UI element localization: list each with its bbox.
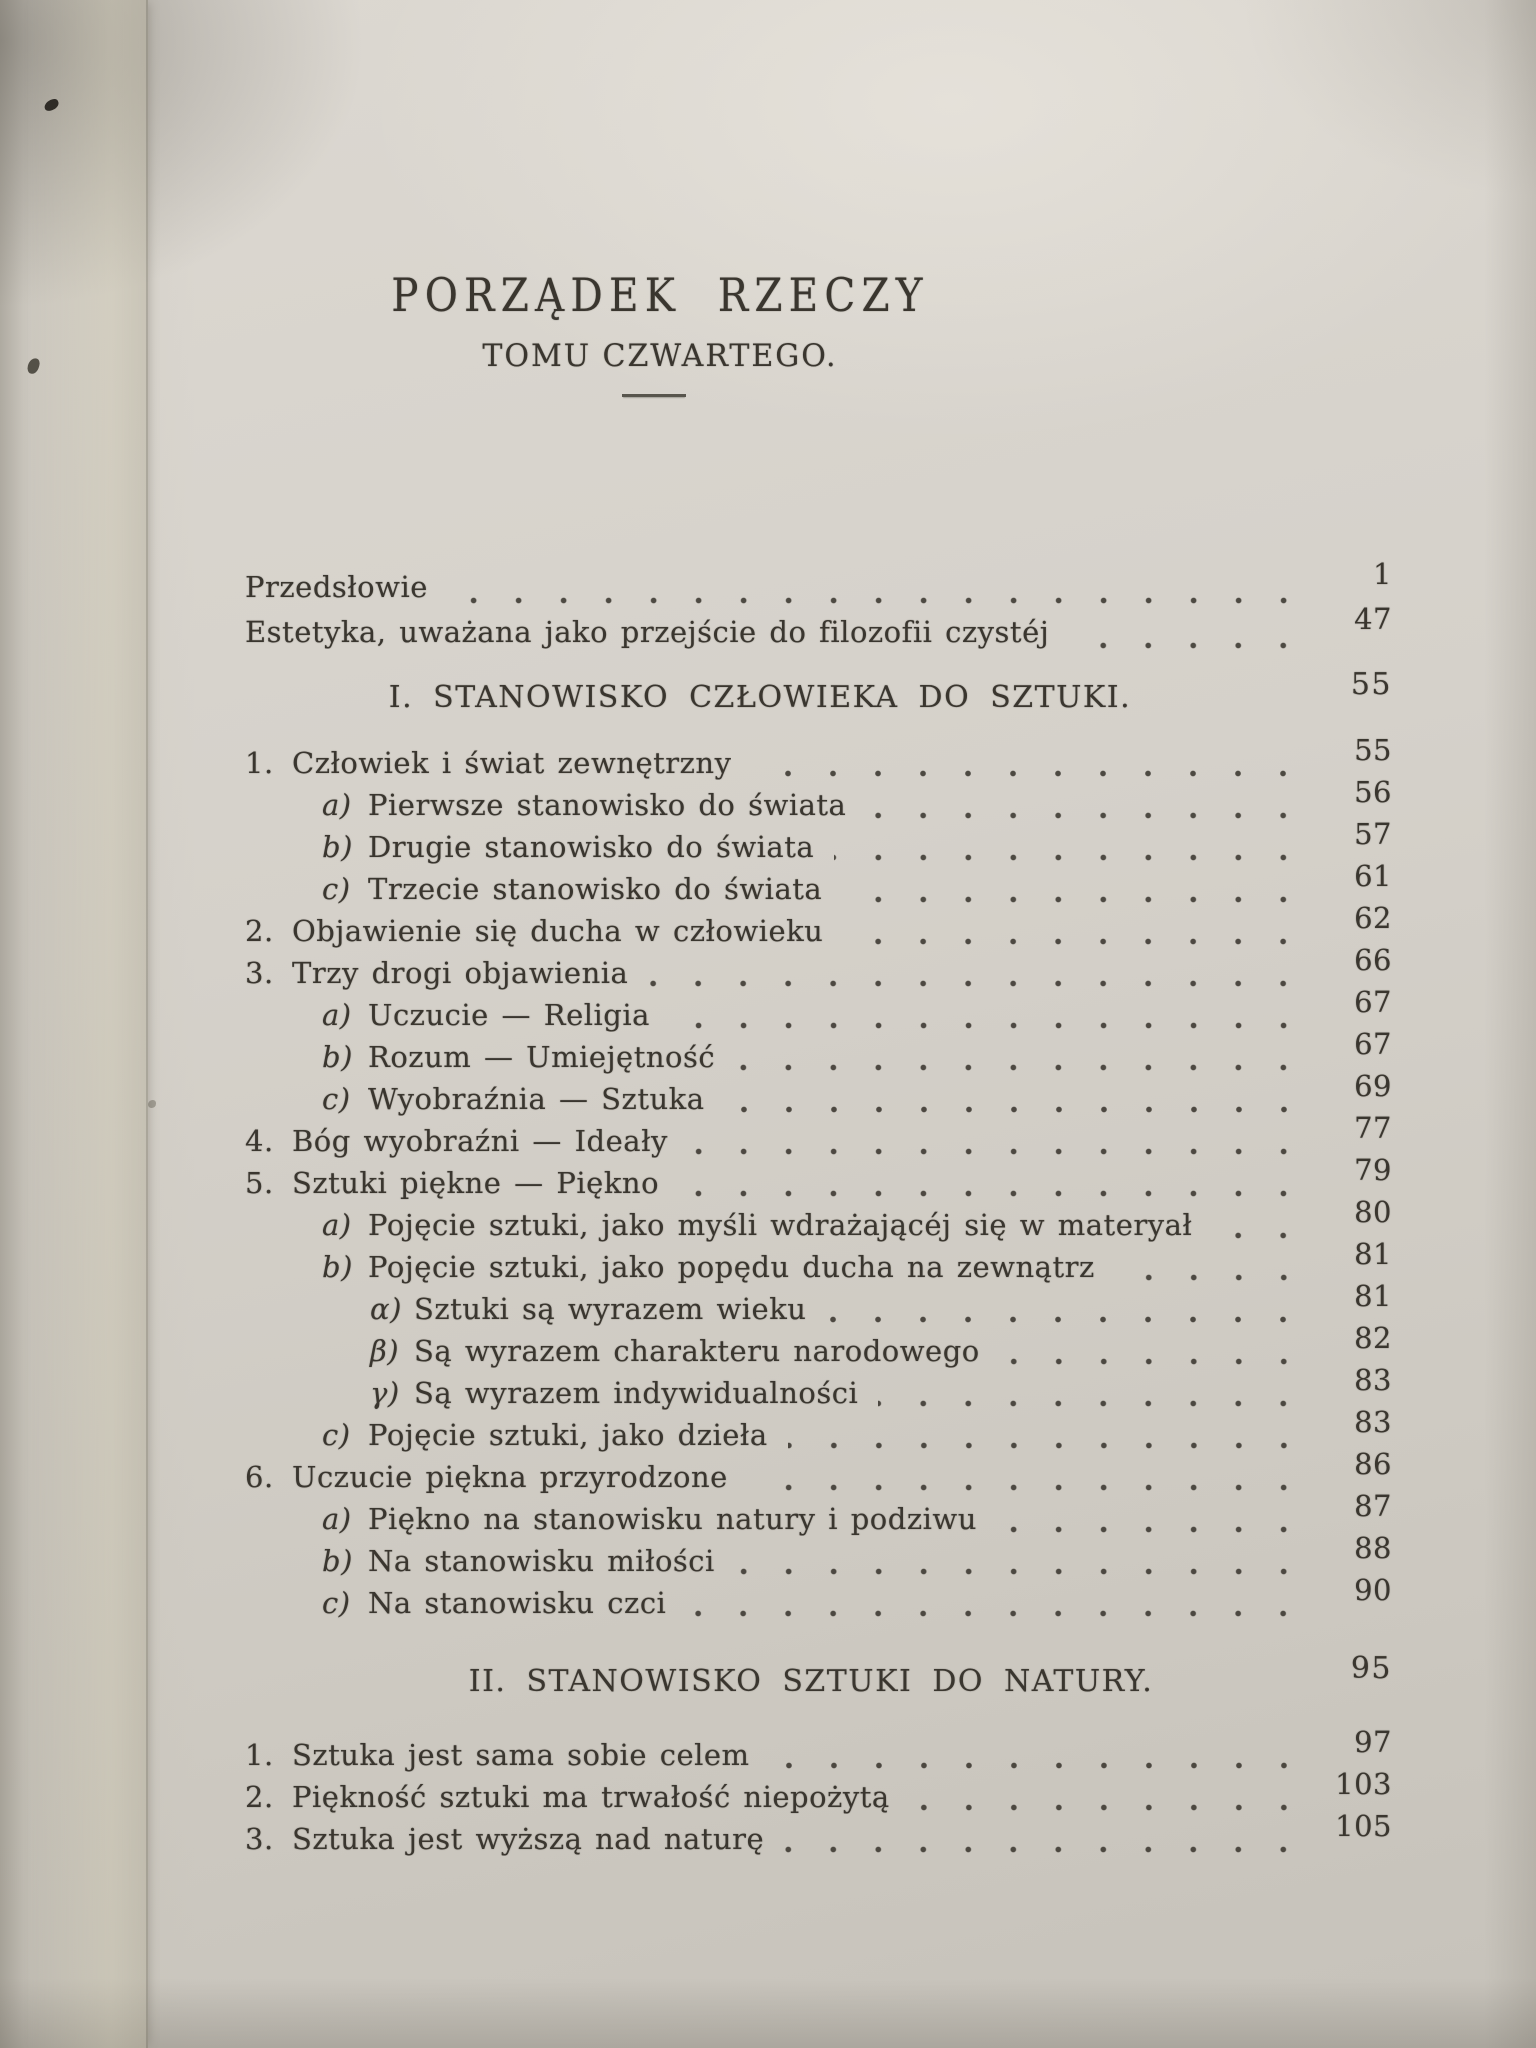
item-label: Rozum — Umiejętność	[368, 1040, 716, 1074]
item-page-number: 80	[1354, 1195, 1392, 1229]
dot-leader	[448, 596, 1306, 605]
item-marker: γ)	[370, 1376, 400, 1410]
item-page-number: 62	[1354, 901, 1392, 935]
item-marker: a)	[322, 1208, 352, 1242]
item-marker: b)	[322, 1040, 353, 1074]
item-label: Piękno na stanowisku natury i podziwu	[368, 1502, 977, 1536]
item-label: Na stanowisku czci	[368, 1586, 667, 1620]
dot-leader	[1115, 1273, 1306, 1282]
toc-row	[240, 733, 1392, 788]
item-marker: b)	[322, 1544, 353, 1578]
item-marker: a)	[322, 788, 352, 822]
item-page-number: 55	[1354, 733, 1392, 767]
toc-row	[240, 1531, 1392, 1586]
dot-leader	[748, 1483, 1306, 1492]
toc-list	[240, 557, 1392, 1864]
item-page-number: 57	[1354, 817, 1392, 851]
item-label: Pojęcie sztuki, jako myśli wdrażającéj się w materyał	[368, 1208, 1193, 1242]
dot-leader	[1212, 1231, 1306, 1240]
toc-row	[240, 1573, 1392, 1628]
dot-leader	[842, 895, 1306, 904]
item-marker: β)	[370, 1334, 400, 1368]
item-page-number: 88	[1354, 1531, 1392, 1565]
item-marker: b)	[322, 830, 353, 864]
page-title: PORZĄDEK RZECZY	[391, 268, 929, 322]
toc-row	[240, 817, 1392, 872]
dot-leader	[878, 1399, 1306, 1408]
item-page-number: 56	[1354, 775, 1392, 809]
item-label: Piękność sztuki ma trwałość niepożytą	[292, 1780, 890, 1814]
item-page-number: 83	[1354, 1363, 1392, 1397]
dot-leader	[688, 1147, 1306, 1156]
item-label: Wyobraźnia — Sztuka	[368, 1082, 705, 1116]
item-page-number: 77	[1354, 1111, 1392, 1145]
item-label: Uczucie — Religia	[368, 998, 650, 1032]
dot-leader	[751, 769, 1306, 778]
item-marker: 1.	[245, 1738, 274, 1772]
item-marker: 3.	[245, 956, 274, 990]
toc-row	[240, 1069, 1392, 1124]
dot-leader	[1000, 1357, 1306, 1366]
item-marker: c)	[322, 1586, 351, 1620]
toc-row	[240, 775, 1392, 830]
item-marker: b)	[322, 1250, 353, 1284]
toc-section-heading	[240, 667, 1392, 722]
item-label: Trzecie stanowisko do świata	[368, 872, 823, 906]
section-page-number: 55	[1350, 667, 1392, 702]
item-marker: 5.	[245, 1166, 274, 1200]
item-page-number: 47	[1354, 602, 1392, 636]
item-page-number: 87	[1354, 1489, 1392, 1523]
toc-row	[240, 1447, 1392, 1502]
item-marker: 4.	[245, 1124, 274, 1158]
item-marker: c)	[322, 1082, 351, 1116]
dot-leader	[784, 1845, 1306, 1854]
toc-section-heading	[240, 1651, 1392, 1706]
toc-row	[240, 1237, 1392, 1292]
item-label: Przedsłowie	[245, 570, 428, 604]
dot-leader	[910, 1803, 1306, 1812]
dot-leader	[834, 853, 1306, 862]
item-label: Sztuki piękne — Piękno	[292, 1166, 660, 1200]
toc-row	[240, 1279, 1392, 1334]
dot-leader	[788, 1441, 1306, 1450]
item-page-number: 105	[1335, 1809, 1392, 1843]
toc-row	[240, 1363, 1392, 1418]
section-heading-label	[240, 680, 1320, 715]
toc-row	[240, 901, 1392, 956]
item-page-number: 79	[1354, 1153, 1392, 1187]
item-page-number: 67	[1354, 1027, 1392, 1061]
toc-row	[240, 985, 1392, 1040]
item-marker: α)	[370, 1292, 402, 1326]
dot-leader	[648, 979, 1306, 988]
item-label: Objawienie się ducha w człowieku	[292, 914, 824, 948]
item-marker: c)	[322, 1418, 351, 1452]
section-numeral: I.	[388, 680, 414, 715]
item-page-number: 97	[1354, 1725, 1392, 1759]
dot-leader	[1069, 641, 1306, 650]
item-page-number: 83	[1354, 1405, 1392, 1439]
item-label: Sztuka jest sama sobie celem	[292, 1738, 750, 1772]
dot-leader	[770, 1761, 1306, 1770]
dot-leader	[826, 1315, 1306, 1324]
item-page-number: 82	[1354, 1321, 1392, 1355]
item-marker: 2.	[245, 1780, 274, 1814]
item-marker: 3.	[245, 1822, 274, 1856]
item-label: Są wyrazem indywidualności	[414, 1376, 859, 1410]
toc-row	[240, 1153, 1392, 1208]
dot-leader	[686, 1609, 1306, 1618]
toc-row	[240, 1725, 1392, 1780]
toc-row	[240, 1405, 1392, 1460]
section-page-number: 95	[1350, 1651, 1392, 1686]
dot-leader	[679, 1189, 1306, 1198]
item-page-number: 90	[1354, 1573, 1392, 1607]
item-page-number: 81	[1354, 1279, 1392, 1313]
item-label: Na stanowisku miłości	[368, 1544, 715, 1578]
item-marker: a)	[322, 1502, 352, 1536]
toc-row	[240, 1027, 1392, 1082]
section-title: STANOWISKO SZTUKI DO NATURY.	[526, 1664, 1154, 1699]
section-heading-label	[240, 1664, 1320, 1699]
dot-leader	[735, 1567, 1306, 1576]
item-label: Sztuki są wyrazem wieku	[414, 1292, 807, 1326]
item-label: Trzy drogi objawienia	[292, 956, 629, 990]
dot-leader	[735, 1063, 1306, 1072]
item-label: Są wyrazem charakteru narodowego	[414, 1334, 980, 1368]
divider-rule	[622, 394, 686, 397]
toc-row	[240, 1111, 1392, 1166]
toc-row	[240, 602, 1392, 660]
item-page-number: 81	[1354, 1237, 1392, 1271]
item-label: Sztuka jest wyższą nad naturę	[292, 1822, 765, 1856]
toc-row	[240, 1321, 1392, 1376]
item-label: Uczucie piękna przyrodzone	[292, 1460, 728, 1494]
toc-row	[240, 1809, 1392, 1864]
item-label: Pierwsze stanowisko do świata	[368, 788, 847, 822]
item-page-number: 66	[1354, 943, 1392, 977]
toc-row	[240, 557, 1392, 615]
toc-row	[240, 943, 1392, 998]
item-label: Drugie stanowisko do świata	[368, 830, 815, 864]
item-label: Estetyka, uważana jako przejście do filozofii czystéj	[245, 615, 1050, 649]
toc-row	[240, 1767, 1392, 1822]
dot-leader	[866, 811, 1306, 820]
item-marker: 1.	[245, 746, 274, 780]
item-marker: c)	[322, 872, 351, 906]
item-page-number: 1	[1373, 557, 1392, 591]
dot-leader	[725, 1105, 1306, 1114]
item-label: Pojęcie sztuki, jako dzieła	[368, 1418, 768, 1452]
dot-leader	[843, 937, 1306, 946]
item-marker: 2.	[245, 914, 274, 948]
item-label: Bóg wyobraźni — Ideały	[292, 1124, 668, 1158]
toc-row	[240, 1489, 1392, 1544]
item-page-number: 86	[1354, 1447, 1392, 1481]
toc-row	[240, 1195, 1392, 1250]
item-marker: 6.	[245, 1460, 274, 1494]
item-page-number: 67	[1354, 985, 1392, 1019]
page-subtitle: TOMU CZWARTEGO.	[482, 338, 838, 374]
dot-leader	[997, 1525, 1306, 1534]
item-page-number: 69	[1354, 1069, 1392, 1103]
item-label: Pojęcie sztuki, jako popędu ducha na zewnątrz	[368, 1250, 1095, 1284]
item-page-number: 61	[1354, 859, 1392, 893]
item-page-number: 103	[1335, 1767, 1392, 1801]
item-label: Człowiek i świat zewnętrzny	[292, 746, 732, 780]
section-numeral: II.	[468, 1664, 507, 1699]
toc-row	[240, 859, 1392, 914]
dot-leader	[670, 1021, 1306, 1030]
section-title: STANOWISKO CZŁOWIEKA DO SZTUKI.	[433, 680, 1132, 715]
item-marker: a)	[322, 998, 352, 1032]
